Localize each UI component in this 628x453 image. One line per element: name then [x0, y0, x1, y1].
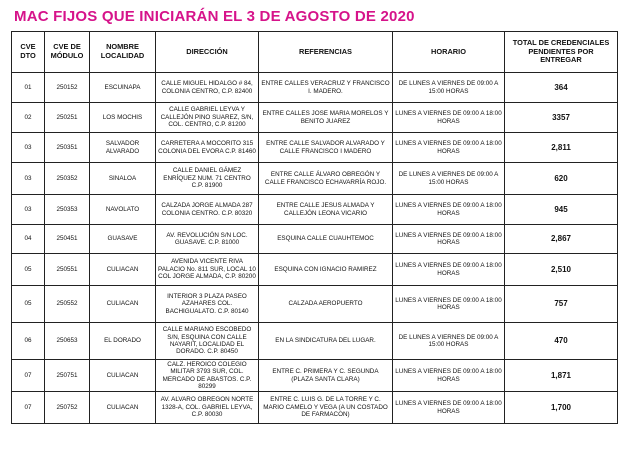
header-direccion: DIRECCIÓN [156, 32, 259, 73]
header-horario: HORARIO [393, 32, 505, 73]
cell-cve-dto: 07 [12, 392, 45, 424]
header-total: TOTAL DE CREDENCIALES PENDIENTES POR ENTREGAR [505, 32, 618, 73]
cell-direccion: CALLE MARIANO ESCOBEDO S/N, ESQUINA CON CALLE NAYARIT, LOCALIDAD EL DORADO. C.P. 80450 [156, 323, 259, 360]
cell-referencias: ENTRE C. PRIMERA Y C. SEGUNDA (PLAZA SANTA CLARA) [259, 360, 393, 392]
cell-total: 470 [505, 323, 618, 360]
table-row [12, 360, 618, 392]
cell-horario: LUNES A VIERNES DE 09:00 A 18:00 HORAS [393, 360, 505, 392]
cell-referencias: ENTRE C. LUIS G. DE LA TORRE Y C. MARIO CAMELO Y VEGA (A UN COSTADO DE FARMACON) [259, 392, 393, 424]
header-referencias: REFERENCIAS [259, 32, 393, 73]
cell-cve-modulo: 250751 [45, 360, 90, 392]
cell-localidad: CULIACAN [90, 392, 156, 424]
cell-cve-modulo: 250653 [45, 323, 90, 360]
table-row [12, 103, 618, 133]
cell-horario: LUNES A VIERNES DE 09:00 A 18:00 HORAS [393, 225, 505, 254]
cell-total: 1,871 [505, 360, 618, 392]
table-row [12, 254, 618, 286]
cell-localidad: LOS MOCHIS [90, 103, 156, 133]
cell-referencias: ENTRE CALLE JESUS ALMADA Y CALLEJÓN LEONA VICARIO [259, 195, 393, 225]
cell-cve-dto: 04 [12, 225, 45, 254]
cell-localidad: CULIACAN [90, 254, 156, 286]
cell-cve-modulo: 250351 [45, 133, 90, 163]
table-row [12, 163, 618, 195]
page-title: MAC FIJOS QUE INICIARÁN EL 3 DE AGOSTO DE 2020 [14, 8, 415, 25]
cell-horario: LUNES A VIERNES DE 09:00 A 18:00 HORAS [393, 103, 505, 133]
cell-total: 1,700 [505, 392, 618, 424]
cell-referencias: ESQUINA CON IGNACIO RAMIREZ [259, 254, 393, 286]
cell-cve-modulo: 250552 [45, 286, 90, 323]
header-localidad: NOMBRE LOCALIDAD [90, 32, 156, 73]
cell-referencias: CALZADA AEROPUERTO [259, 286, 393, 323]
table-row [12, 323, 618, 360]
cell-cve-dto: 03 [12, 133, 45, 163]
table-header-row [12, 32, 618, 73]
cell-localidad: GUASAVE [90, 225, 156, 254]
cell-cve-dto: 07 [12, 360, 45, 392]
cell-total: 2,510 [505, 254, 618, 286]
modules-table [11, 31, 618, 424]
cell-direccion: AVENIDA VICENTE RIVA PALACIO No. 811 SUR, LOCAL 10 COL JORGE ALMADA, C.P. 80200 [156, 254, 259, 286]
cell-total: 2,811 [505, 133, 618, 163]
cell-cve-modulo: 250551 [45, 254, 90, 286]
cell-horario: LUNES A VIERNES DE 09:00 A 18:00 HORAS [393, 286, 505, 323]
cell-horario: DE LUNES A VIERNES DE 09:00 A 15:00 HORAS [393, 73, 505, 103]
cell-direccion: CARRETERA A MOCORITO 315 COLONIA DEL EVORA C.P. 81460 [156, 133, 259, 163]
cell-direccion: AV. REVOLUCIÓN S/N LOC. GUASAVE. C.P. 81000 [156, 225, 259, 254]
cell-referencias: ESQUINA CALLE CUAUHTEMOC [259, 225, 393, 254]
cell-total: 620 [505, 163, 618, 195]
cell-horario: DE LUNES A VIERNES DE 09:00 A 15:00 HORAS [393, 163, 505, 195]
cell-horario: LUNES A VIERNES DE 09:00 A 18:00 HORAS [393, 195, 505, 225]
cell-horario: LUNES A VIERNES DE 09:00 A 18:00 HORAS [393, 254, 505, 286]
cell-cve-modulo: 250352 [45, 163, 90, 195]
cell-total: 945 [505, 195, 618, 225]
cell-cve-modulo: 250752 [45, 392, 90, 424]
cell-cve-dto: 06 [12, 323, 45, 360]
cell-cve-dto: 01 [12, 73, 45, 103]
cell-referencias: ENTRE CALLES VERACRUZ Y FRANCISCO I. MADERO. [259, 73, 393, 103]
cell-horario: DE LUNES A VIERNES DE 09:00 A 15:00 HORAS [393, 323, 505, 360]
cell-horario: LUNES A VIERNES DE 09:00 A 18:00 HORAS [393, 392, 505, 424]
header-cve-modulo: CVE DE MÓDULO [45, 32, 90, 73]
cell-cve-dto: 05 [12, 286, 45, 323]
cell-direccion: CALLE MIGUEL HIDALGO # 84, COLONIA CENTRO, C.P. 82400 [156, 73, 259, 103]
cell-localidad: SINALOA [90, 163, 156, 195]
cell-total: 757 [505, 286, 618, 323]
cell-direccion: CALZADA JORGE ALMADA 287 COLONIA CENTRO. C.P. 80320 [156, 195, 259, 225]
cell-cve-dto: 05 [12, 254, 45, 286]
cell-direccion: CALLE GABRIEL LEYVA Y CALLEJÓN PINO SUAREZ, S/N, COL. CENTRO, C.P. 81200 [156, 103, 259, 133]
cell-referencias: ENTRE CALLE ÁLVARO OBREGÓN Y CALLE FRANCISCO ECHAVARRÍA ROJO. [259, 163, 393, 195]
cell-localidad: NAVOLATO [90, 195, 156, 225]
cell-total: 2,867 [505, 225, 618, 254]
table-row [12, 392, 618, 424]
table-body [12, 73, 618, 424]
cell-cve-dto: 03 [12, 195, 45, 225]
cell-horario: LUNES A VIERNES DE 09:00 A 18:00 HORAS [393, 133, 505, 163]
cell-cve-dto: 02 [12, 103, 45, 133]
cell-total: 3357 [505, 103, 618, 133]
cell-localidad: ESCUINAPA [90, 73, 156, 103]
cell-localidad: CULIACAN [90, 286, 156, 323]
cell-referencias: ENTRE CALLES JOSE MARIA MORELOS Y BENITO JUAREZ [259, 103, 393, 133]
cell-cve-dto: 03 [12, 163, 45, 195]
cell-cve-modulo: 250152 [45, 73, 90, 103]
cell-total: 364 [505, 73, 618, 103]
table-row [12, 225, 618, 254]
cell-cve-modulo: 250451 [45, 225, 90, 254]
cell-cve-modulo: 250353 [45, 195, 90, 225]
table-row [12, 133, 618, 163]
table-row [12, 195, 618, 225]
cell-direccion: CALLE DANIEL GÁMEZ ENRÍQUEZ NUM. 71 CENTRO C.P. 81900 [156, 163, 259, 195]
header-cve-dto: CVE DTO [12, 32, 45, 73]
cell-localidad: EL DORADO [90, 323, 156, 360]
table-row [12, 73, 618, 103]
cell-cve-modulo: 250251 [45, 103, 90, 133]
cell-localidad: SALVADOR ALVARADO [90, 133, 156, 163]
cell-referencias: EN LA SINDICATURA DEL LUGAR. [259, 323, 393, 360]
cell-direccion: AV. ALVARO OBREGON NORTE 1328-A, COL. GABRIEL LEYVA, C.P. 80030 [156, 392, 259, 424]
table-row [12, 286, 618, 323]
cell-direccion: INTERIOR 3 PLAZA PASEO AZAHARES COL. BACHIGUALATO. C.P. 80140 [156, 286, 259, 323]
cell-direccion: CALZ. HEROICO COLEGIO MILITAR 3793 SUR, COL. MERCADO DE ABASTOS. C.P. 80299 [156, 360, 259, 392]
cell-localidad: CULIACAN [90, 360, 156, 392]
cell-referencias: ENTRE CALLE SALVADOR ALVARADO Y CALLE FRANCISCO I MADERO [259, 133, 393, 163]
